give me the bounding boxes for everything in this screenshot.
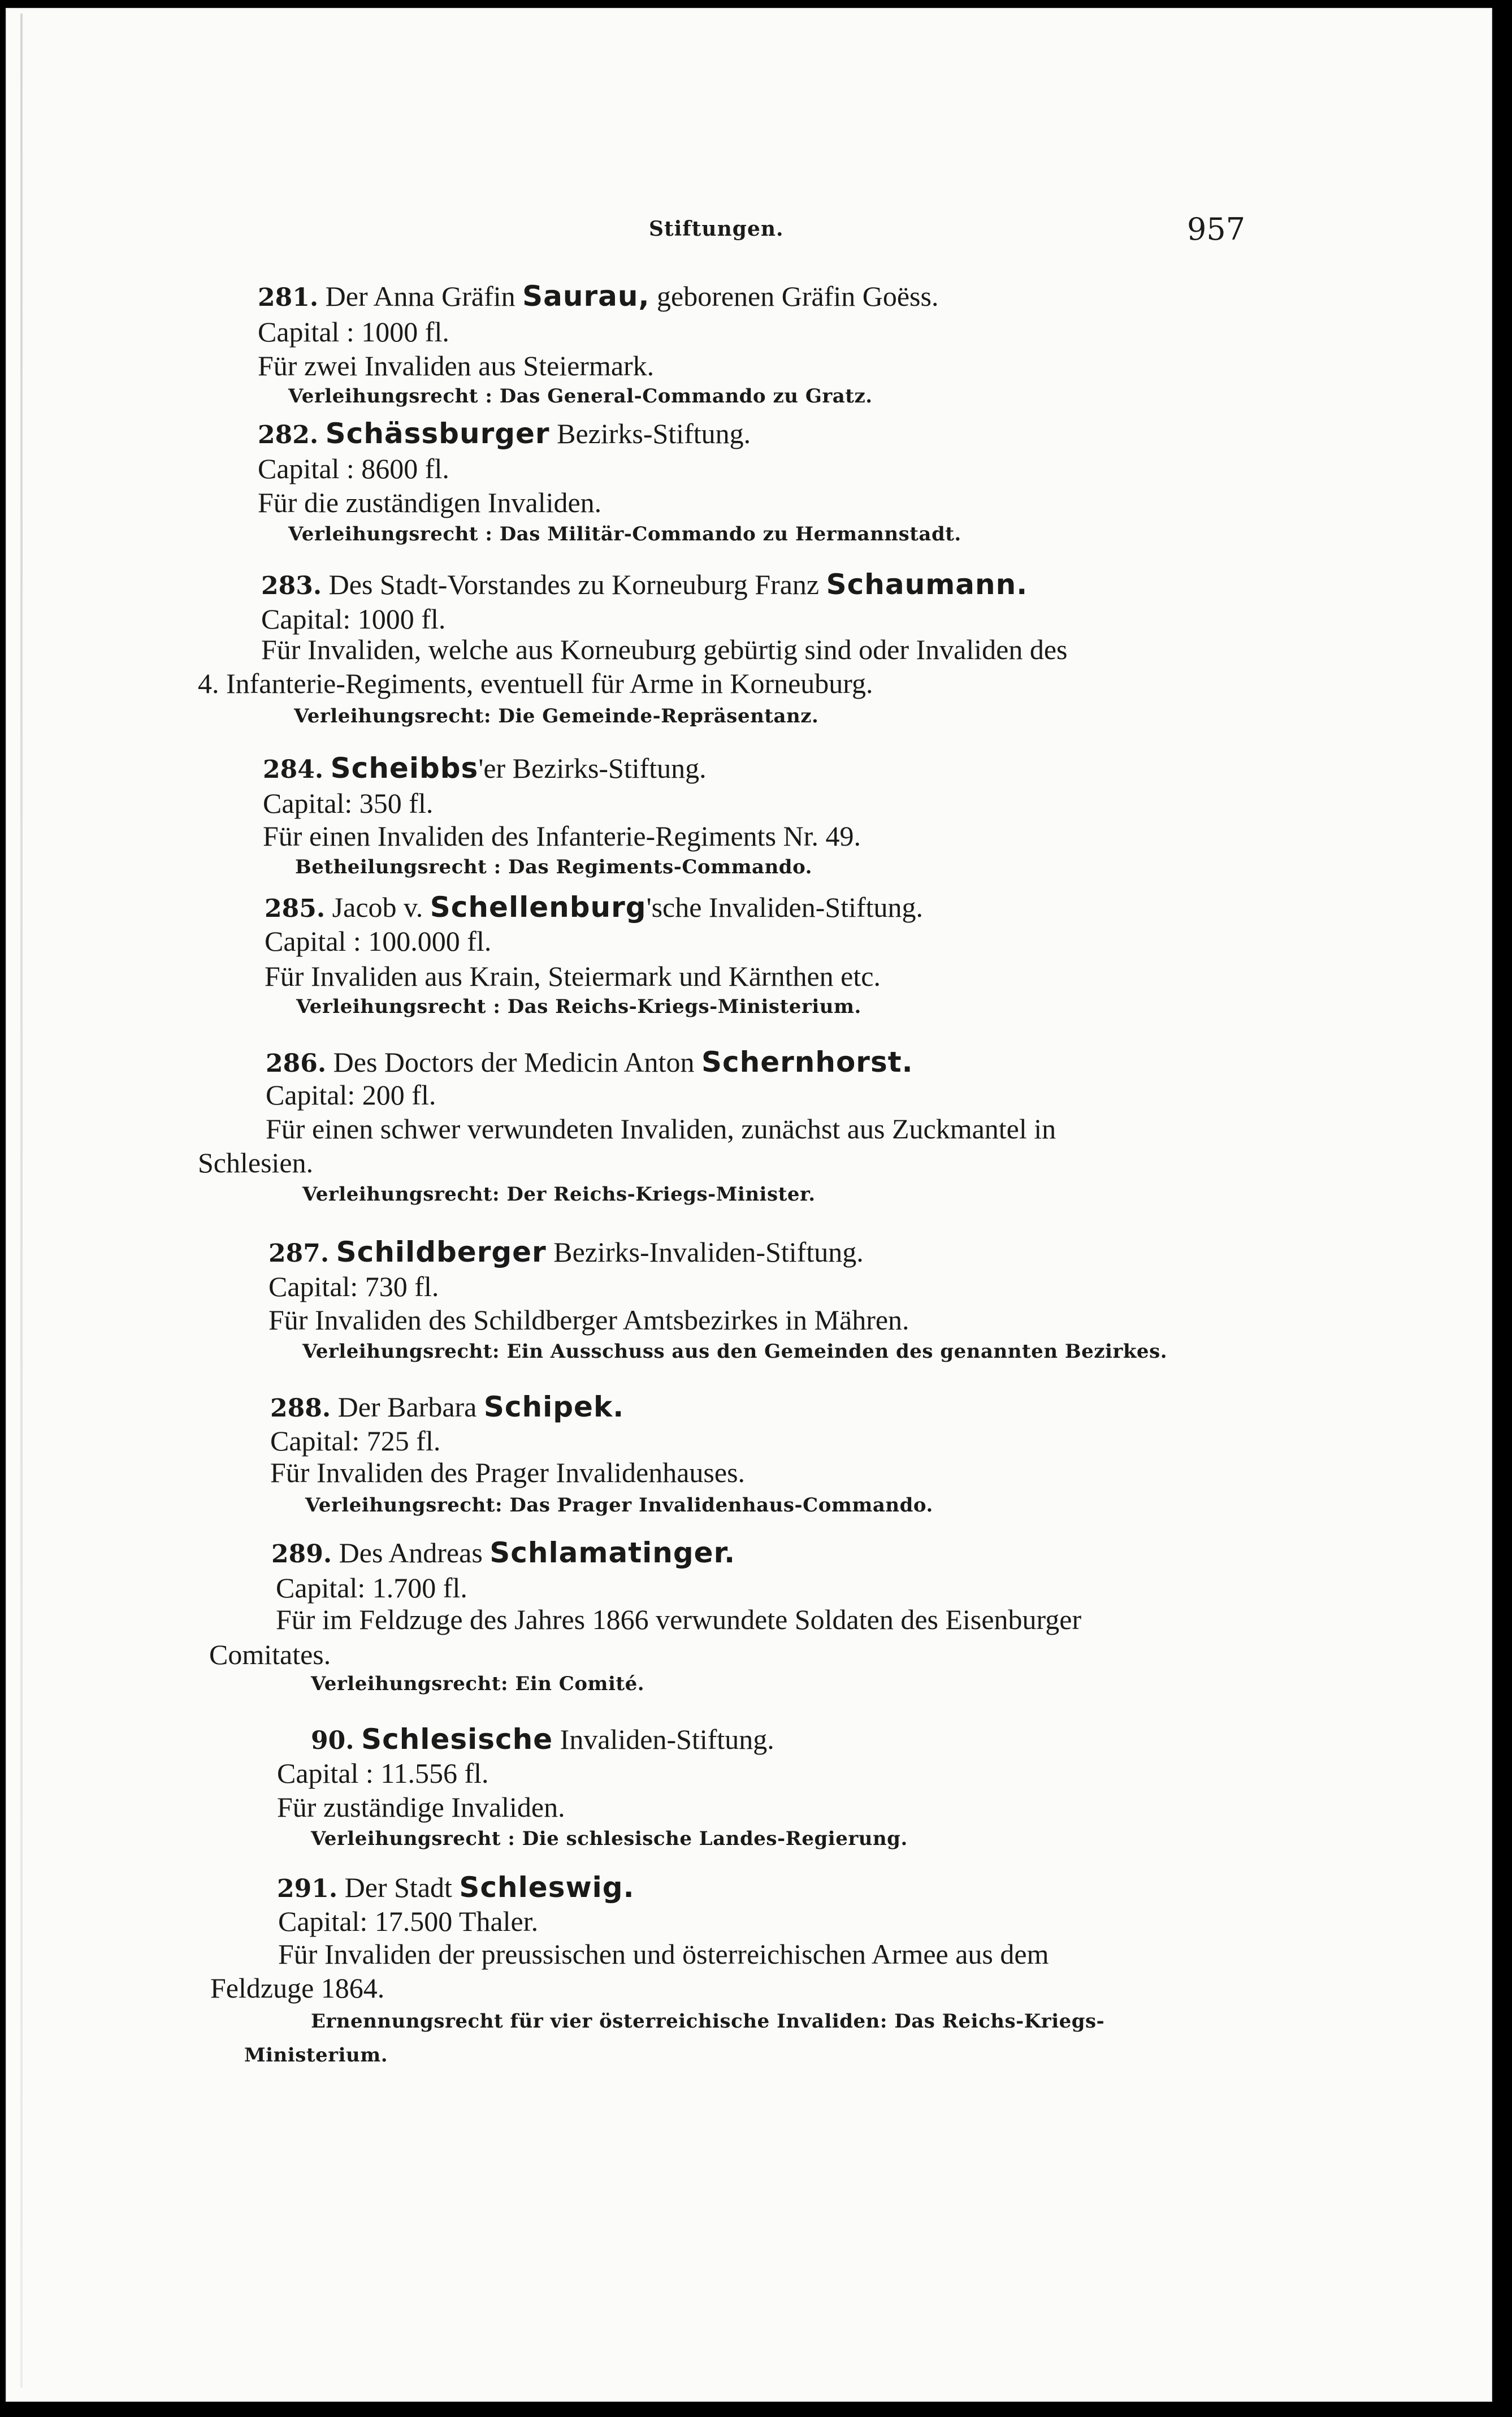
entry-287-right: Verleihungsrecht: Ein Ausschuss aus den Gemeinden des genannten Bezirkes. bbox=[302, 1340, 1168, 1363]
entry-name: Schipek. bbox=[483, 1391, 625, 1423]
entry-289-purpose-1: Für im Feldzuge des Jahres 1866 verwundete Soldaten des Eisenburger bbox=[276, 1604, 1082, 1635]
entry-287-capital: Capital: 730 fl. bbox=[268, 1271, 439, 1302]
entry-title-prefix: Des Stadt-Vorstandes zu Korneuburg Franz bbox=[328, 569, 820, 600]
entry-283-capital: Capital: 1000 fl. bbox=[261, 603, 446, 635]
entry-283-purpose-1: Für Invaliden, welche aus Korneuburg gebürtig sind oder Invaliden des bbox=[261, 634, 1068, 665]
entry-number: 285. bbox=[265, 894, 326, 923]
entry-281-purpose: Für zwei Invaliden aus Steiermark. bbox=[258, 350, 655, 382]
entry-288-purpose: Für Invaliden des Prager Invalidenhauses. bbox=[270, 1457, 746, 1488]
entry-283-purpose-2: 4. Infanterie-Regiments, eventuell für Arme in Korneuburg. bbox=[198, 668, 873, 699]
entry-282-purpose: Für die zuständigen Invaliden. bbox=[258, 487, 602, 518]
entry-290-heading bbox=[311, 1723, 774, 1756]
entry-title-suffix: Invaliden-Stiftung. bbox=[560, 1723, 774, 1755]
entry-number: 282. bbox=[258, 421, 319, 449]
entry-283-heading bbox=[261, 570, 1028, 599]
entry-284-capital: Capital: 350 fl. bbox=[263, 787, 434, 819]
entry-title-prefix: Des Doctors der Medicin Anton bbox=[333, 1046, 695, 1078]
entry-286-right: Verleihungsrecht: Der Reichs-Kriegs-Minister. bbox=[302, 1183, 816, 1206]
entry-name: Scheibbs bbox=[330, 752, 479, 785]
book-page bbox=[6, 8, 1492, 2402]
entry-title-prefix: Jacob v. bbox=[332, 891, 423, 923]
entry-290-purpose: Für zuständige Invaliden. bbox=[277, 1791, 565, 1823]
entry-289-purpose-2: Comitates. bbox=[209, 1639, 331, 1670]
entry-number: 286. bbox=[266, 1049, 327, 1078]
entry-title-suffix: Bezirks-Stiftung. bbox=[557, 418, 751, 449]
entry-285-capital: Capital : 100.000 fl. bbox=[265, 925, 492, 957]
entry-291-purpose-1: Für Invaliden der preussischen und österreichischen Armee aus dem bbox=[278, 1938, 1049, 1970]
entry-289-capital: Capital: 1.700 fl. bbox=[276, 1572, 467, 1604]
entry-number: 90. bbox=[311, 1726, 354, 1755]
entry-title-suffix: 'er Bezirks-Stiftung. bbox=[478, 752, 707, 784]
entry-number: 291. bbox=[277, 1874, 338, 1903]
entry-name: Schildberger bbox=[336, 1236, 547, 1268]
entry-title-prefix: Der Anna Gräfin bbox=[325, 280, 515, 312]
entry-291-capital: Capital: 17.500 Thaler. bbox=[278, 1905, 539, 1937]
entry-286-capital: Capital: 200 fl. bbox=[266, 1079, 436, 1111]
entry-282-capital: Capital : 8600 fl. bbox=[258, 453, 449, 484]
entry-291-right-1: Ernennungsrecht für vier österreichische Invaliden: Das Reichs-Kriegs- bbox=[311, 2010, 1105, 2033]
entry-285-heading bbox=[265, 891, 924, 924]
entry-284-purpose: Für einen Invaliden des Infanterie-Regiments Nr. 49. bbox=[263, 820, 861, 852]
entry-284-heading bbox=[263, 752, 707, 785]
entry-title-suffix: geborenen Gräfin Goëss. bbox=[657, 280, 939, 312]
entry-288-capital: Capital: 725 fl. bbox=[270, 1425, 441, 1457]
entry-291-purpose-2: Feldzuge 1864. bbox=[210, 1972, 385, 2004]
entry-290-capital: Capital : 11.556 fl. bbox=[277, 1757, 489, 1789]
entry-284-right: Betheilungsrecht : Das Regiments-Commando. bbox=[295, 856, 812, 878]
entry-289-heading bbox=[271, 1536, 736, 1569]
entry-285-right: Verleihungsrecht : Das Reichs-Kriegs-Ministerium. bbox=[296, 995, 861, 1018]
page-header bbox=[6, 211, 1492, 251]
entry-title-suffix: Bezirks-Invaliden-Stiftung. bbox=[553, 1236, 864, 1268]
entry-289-right: Verleihungsrecht: Ein Comité. bbox=[311, 1673, 645, 1695]
entry-name: Saurau, bbox=[522, 280, 650, 313]
entry-291-right-2: Ministerium. bbox=[244, 2044, 388, 2067]
entry-281-heading bbox=[258, 280, 939, 313]
entry-281-right: Verleihungsrecht : Das General-Commando zu Gratz. bbox=[288, 385, 873, 408]
entry-number: 284. bbox=[263, 755, 324, 784]
entry-287-heading bbox=[268, 1238, 864, 1266]
entry-number: 281. bbox=[258, 283, 319, 312]
entry-282-right: Verleihungsrecht : Das Militär-Commando zu Hermannstadt. bbox=[288, 523, 961, 545]
entry-288-heading bbox=[270, 1393, 624, 1421]
entry-title-prefix: Der Stadt bbox=[344, 1872, 452, 1903]
entry-286-purpose-2: Schlesien. bbox=[198, 1147, 314, 1179]
entry-283-right: Verleihungsrecht: Die Gemeinde-Repräsentanz. bbox=[294, 705, 819, 727]
entry-title-prefix: Des Andreas bbox=[339, 1537, 483, 1569]
entry-number: 288. bbox=[270, 1394, 331, 1423]
entry-286-heading bbox=[266, 1048, 913, 1076]
entry-number: 289. bbox=[271, 1540, 332, 1569]
entry-title-prefix: Der Barbara bbox=[337, 1391, 477, 1423]
entry-287-purpose: Für Invaliden des Schildberger Amtsbezirkes in Mähren. bbox=[268, 1304, 909, 1336]
entry-name: Schernhorst. bbox=[701, 1046, 913, 1078]
entry-name: Schässburger bbox=[325, 417, 550, 450]
entry-name: Schellenburg bbox=[430, 891, 647, 924]
entry-number: 283. bbox=[261, 571, 322, 600]
entry-name: Schaumann. bbox=[826, 568, 1028, 601]
entry-286-purpose-1: Für einen schwer verwundeten Invaliden, zunächst aus Zuckmantel in bbox=[266, 1113, 1056, 1145]
entry-title-suffix: 'sche Invaliden-Stiftung. bbox=[646, 891, 924, 923]
entry-282-heading bbox=[258, 419, 751, 448]
entry-291-heading bbox=[277, 1871, 635, 1904]
entry-290-right: Verleihungsrecht : Die schlesische Landes-Regierung. bbox=[311, 1827, 908, 1850]
entry-name: Schleswig. bbox=[459, 1871, 635, 1904]
entry-number: 287. bbox=[268, 1239, 330, 1268]
entry-name: Schlamatinger. bbox=[489, 1536, 736, 1569]
running-title: Stiftungen. bbox=[649, 217, 784, 241]
entry-name: Schlesische bbox=[361, 1723, 553, 1756]
entry-285-purpose: Für Invaliden aus Krain, Steiermark und Kärnthen etc. bbox=[265, 960, 881, 992]
entry-288-right: Verleihungsrecht: Das Prager Invalidenhaus-Commando. bbox=[305, 1494, 933, 1517]
entry-281-capital: Capital : 1000 fl. bbox=[258, 316, 449, 348]
page-number: 957 bbox=[1187, 211, 1246, 247]
